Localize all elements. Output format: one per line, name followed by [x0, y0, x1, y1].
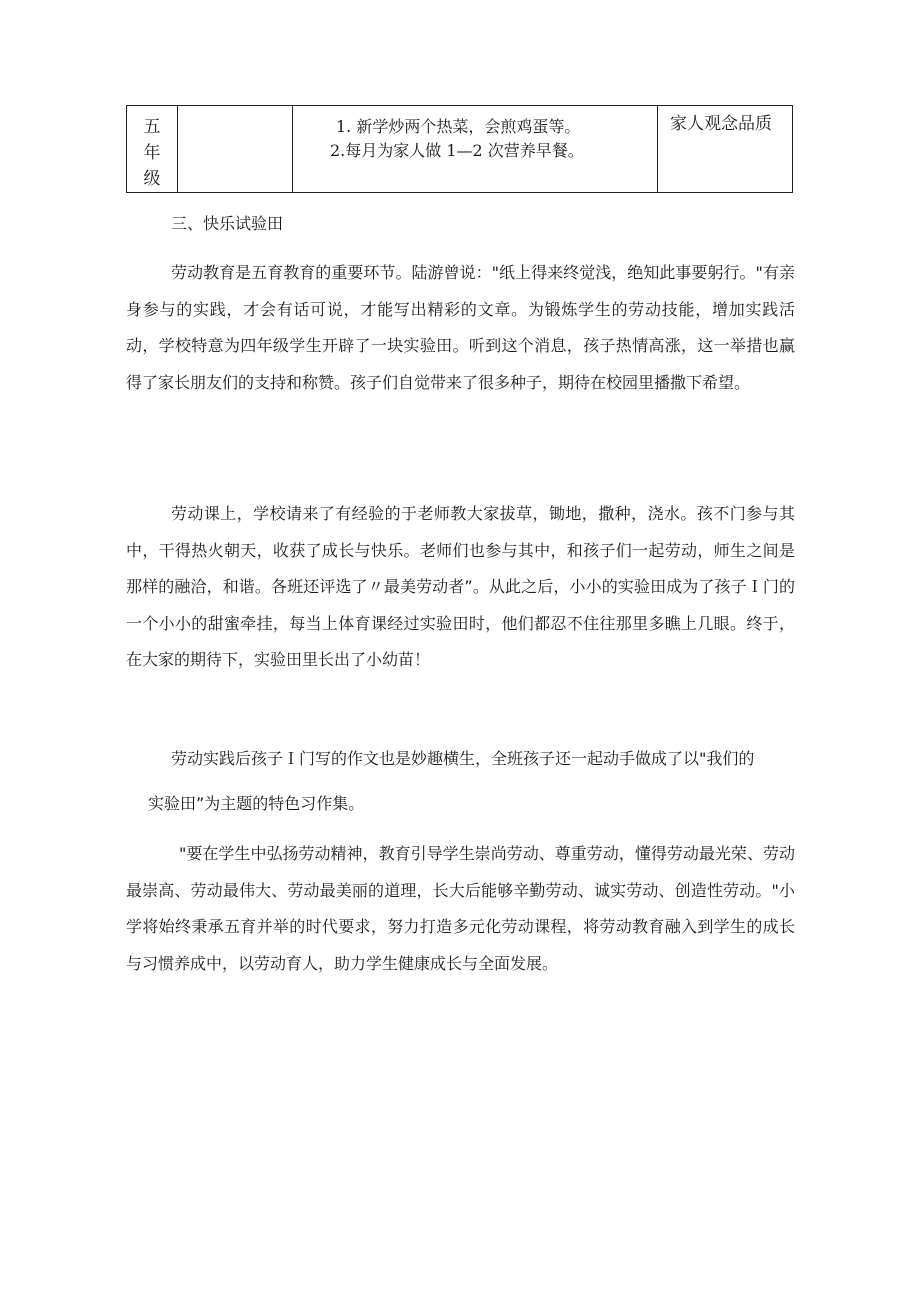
- paragraph: "要在学生中弘扬劳动精神，教育引导学生崇尚劳动、尊重劳动，懂得劳动最光荣、劳动最崇高、劳动最伟大、劳动最美丽的道理，长大后能够辛勤劳动、诚实劳动、创造性劳动。"小学将始终秉承五育并举的时代要求，努力打造多元化劳动课程，将劳动教育融入到学生的成长与习惯养成中，以劳动育人，助力学生健康成长与全面发展。: [126, 844, 795, 973]
- paragraph: 劳动教育是五育教育的重要环节。陆游曾说："纸上得来终觉浅，绝知此事要躬行。"有亲身参与的实践，才会有话可说，才能写出精彩的文章。为锻炼学生的劳动技能，增加实践活动，学校特意为四年级学生开辟了一块实验田。听到这个消息，孩子热情高涨，这一举措也赢得了家长朋友们的支持和称赞。孩子们自觉带来了很多种子，期待在校园里播撒下希望。: [126, 263, 795, 392]
- grade-char: 级: [143, 169, 161, 189]
- grade-plan-table: [126, 105, 793, 193]
- content-line: 2.每月为家人做 1—2 次营养早餐。: [330, 141, 584, 160]
- grade-char: 年: [143, 143, 161, 163]
- paragraph: 劳动课上，学校请来了有经验的于老师教大家拔草，锄地，撒种，浇水。孩不门参与其中，干得热火朝天，收获了成长与快乐。老师们也参与其中，和孩子们一起劳动，师生之间是那样的融洽，和谐。各班还评选了〃最美劳动者”。从此之后，小小的实验田成为了孩子Ｉ门的一个小小的甜蜜牵挂，每当上体育课经过实验田时，他们都忍不住往那里多瞧上几眼。终于，在大家的期待下，实验田里长出了小幼苗！: [126, 504, 795, 669]
- empty-cell: [178, 106, 293, 193]
- paragraph: 劳动实践后孩子Ｉ门写的作文也是妙趣横生，全班孩子还一起动手做成了以"我们的: [171, 749, 755, 768]
- paragraph-continuation: 实验田”为主题的特色习作集。: [148, 794, 365, 813]
- grade-cell: [127, 106, 178, 193]
- quality-cell: 家人观念品质: [658, 106, 793, 193]
- content-cell: [293, 106, 658, 193]
- section-heading: 三、快乐试验田: [171, 214, 284, 233]
- content-line: 1. 新学炒两个热菜，会煎鸡蛋等。: [336, 117, 581, 136]
- table-row-grade-five: [127, 106, 793, 193]
- grade-char: 五: [143, 117, 161, 137]
